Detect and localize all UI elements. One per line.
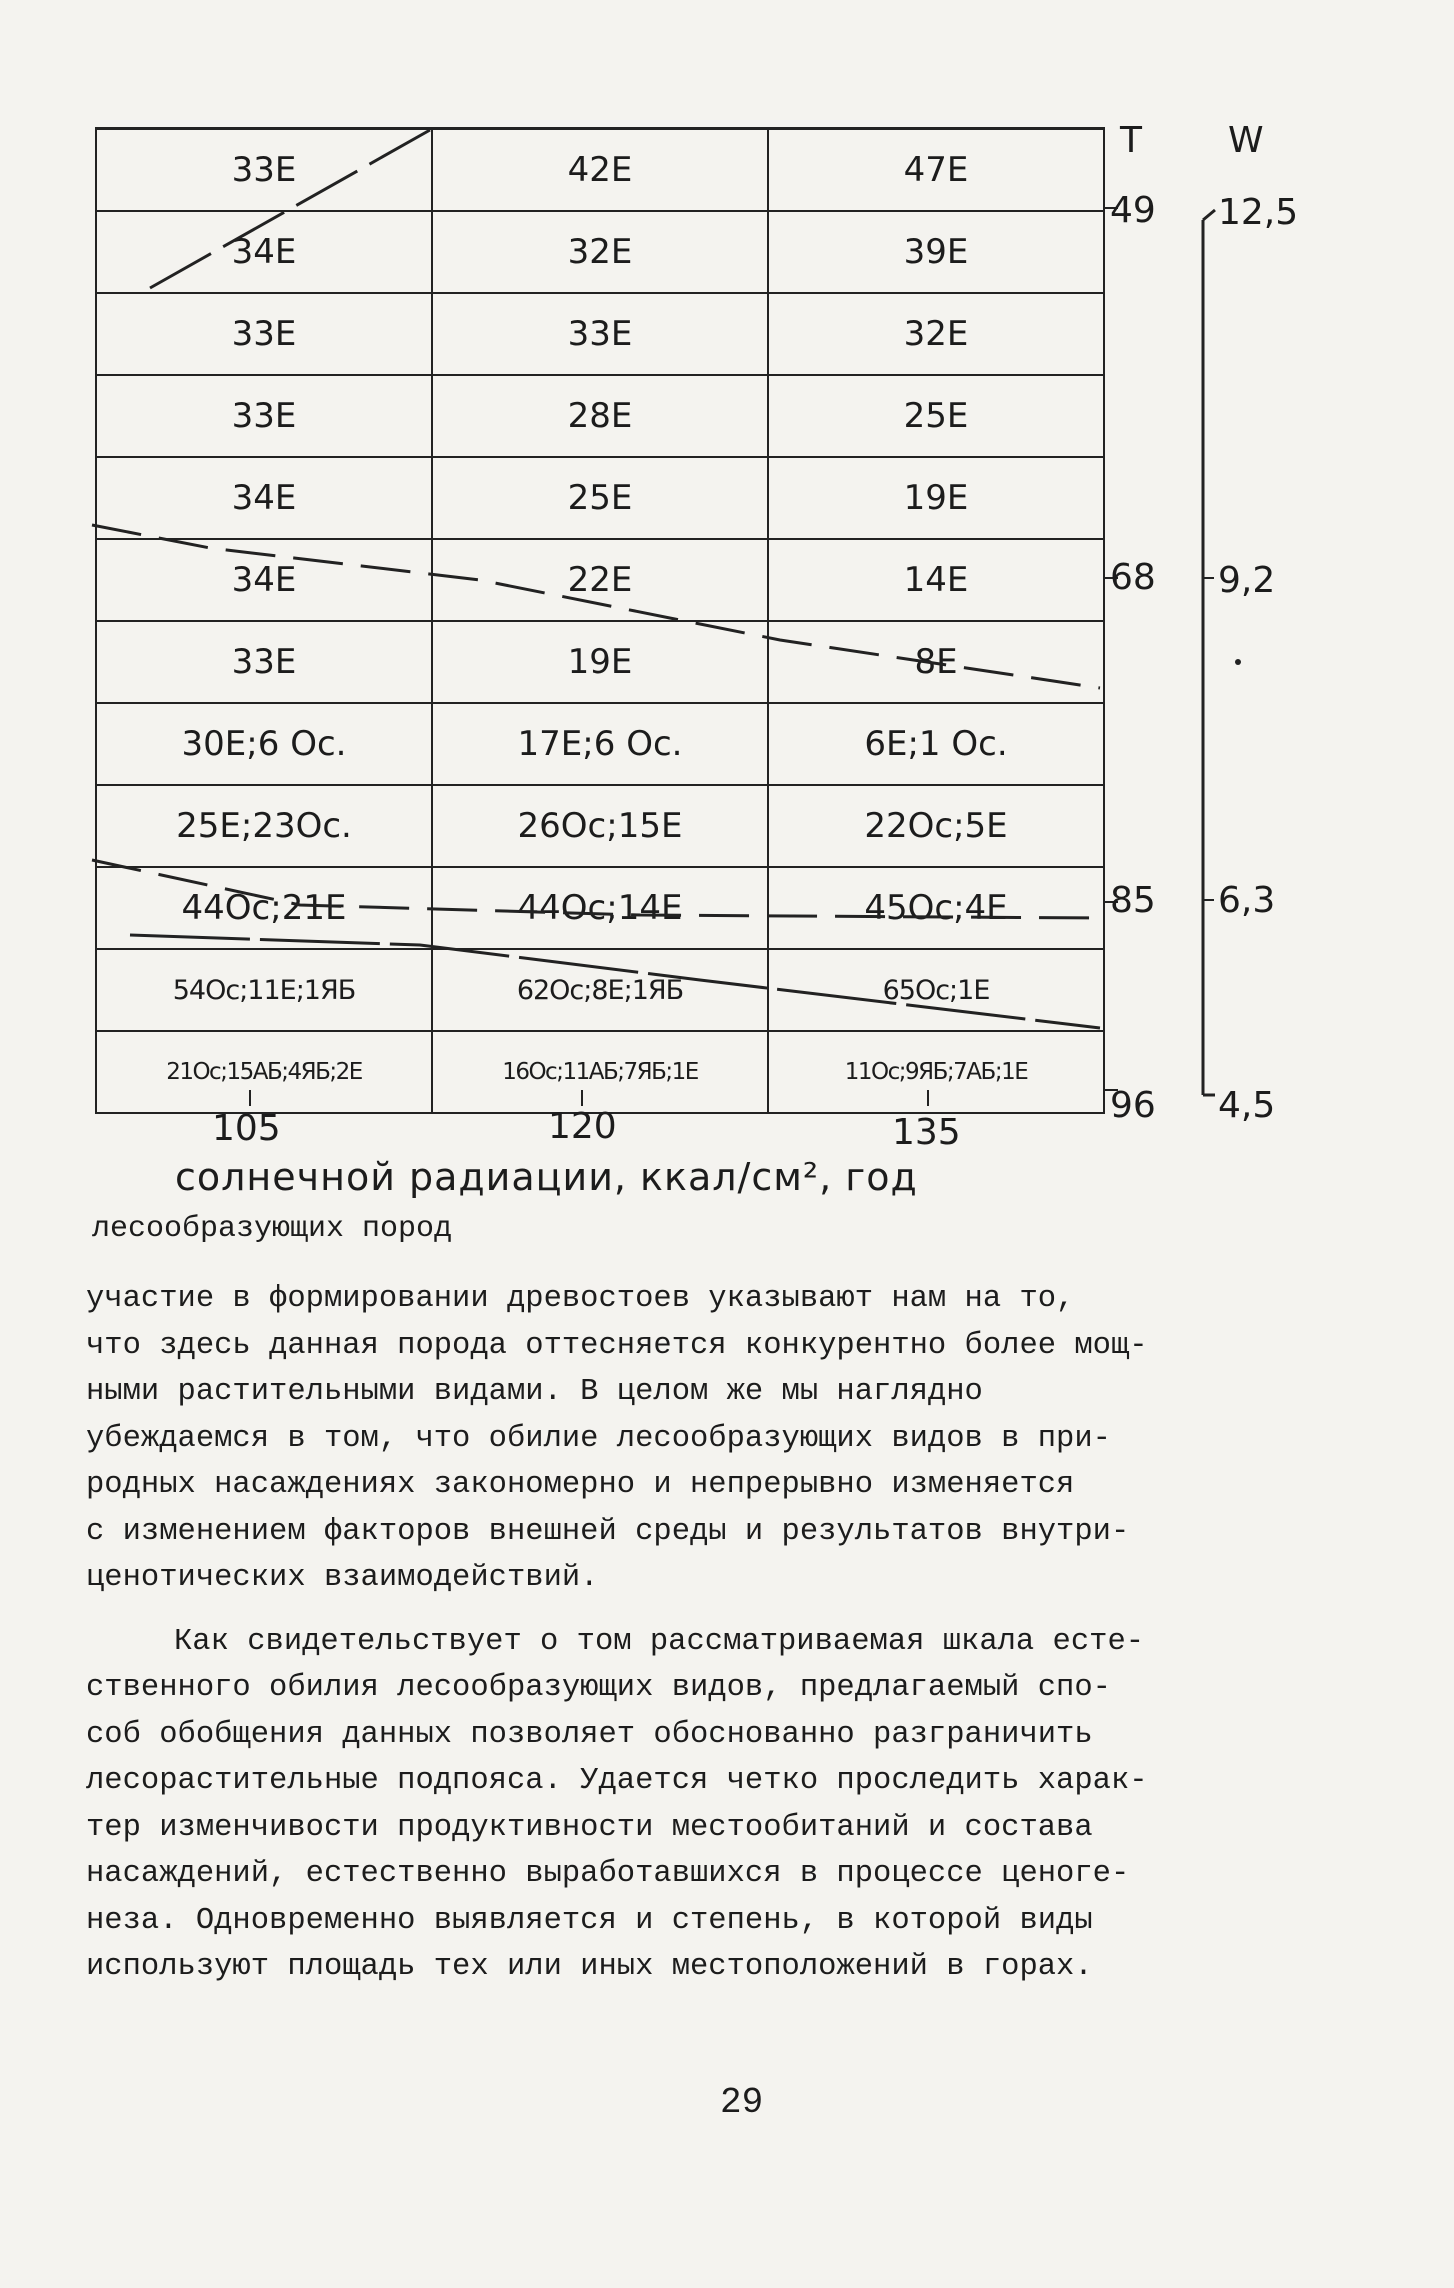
table-cell: 25E bbox=[768, 375, 1104, 457]
text-line: неза. Одновременно выявляется и степень, в которой виды bbox=[86, 1903, 1093, 1938]
dashed-boundary-2 bbox=[92, 525, 1100, 688]
table-cell: 33E bbox=[96, 621, 432, 703]
table-cell: 47E bbox=[768, 129, 1104, 211]
figure-caption-sub: лесообразующих пород bbox=[92, 1212, 453, 1246]
t-value-2: 68 bbox=[1110, 557, 1156, 598]
x-tick-label-1: 105 bbox=[212, 1108, 281, 1149]
table-cell: 45Oc;4E bbox=[768, 867, 1104, 949]
table-cell: 17E;6 Oc. bbox=[432, 703, 768, 785]
table-cell: 14E bbox=[768, 539, 1104, 621]
text-line: убеждаемся в том, что обилие лесообразующих видов в при- bbox=[86, 1421, 1111, 1456]
t-value-4: 96 bbox=[1110, 1085, 1156, 1126]
w-value-2: 9,2 bbox=[1218, 560, 1276, 601]
table-cell: 33E bbox=[96, 293, 432, 375]
text-line: Как свидетельствует о том рассматриваемая шкала есте- bbox=[174, 1624, 1145, 1659]
w-axis-header: W bbox=[1228, 120, 1264, 161]
text-line: насаждений, естественно выработавшихся в процессе ценоге- bbox=[86, 1857, 1130, 1891]
table-cell: 44Oc;21E bbox=[96, 867, 432, 949]
table-cell: 22Oc;5E bbox=[768, 785, 1104, 867]
table-cell: 22E bbox=[432, 539, 768, 621]
page-number: 29 bbox=[720, 2082, 764, 2123]
w-value-3: 6,3 bbox=[1218, 880, 1276, 921]
text-line: ственного обилия лесообразующих видов, предлагаемый спо- bbox=[86, 1671, 1111, 1705]
w-value-4: 4,5 bbox=[1218, 1085, 1276, 1126]
text-line: лесорастительные подпояса. Удается четко проследить харак- bbox=[86, 1764, 1148, 1798]
table-cell: 62Oc;8E;1ЯБ bbox=[432, 949, 768, 1031]
text-line: тер изменчивости продуктивности местообитаний и состава bbox=[86, 1810, 1093, 1845]
text-line: родных насаждениях закономерно и непрерывно изменяется bbox=[86, 1468, 1075, 1502]
table-cell: 33E bbox=[96, 375, 432, 457]
table-cell: 65Oc;1E bbox=[768, 949, 1104, 1031]
x-tick-label-2: 120 bbox=[548, 1106, 617, 1147]
paragraph-1 bbox=[86, 1276, 1406, 1602]
w-value-1: 12,5 bbox=[1218, 192, 1299, 233]
table-cell: 34E bbox=[96, 539, 432, 621]
table-cell: 26Oc;15E bbox=[432, 785, 768, 867]
table-cell: 33E bbox=[432, 293, 768, 375]
table-cell: 19E bbox=[768, 457, 1104, 539]
text-line: участие в формировании древостоев указывают нам на то, bbox=[86, 1282, 1075, 1316]
t-axis-header: T bbox=[1120, 120, 1142, 161]
text-line: используют площадь тех или иных местоположений в горах. bbox=[86, 1950, 1093, 1984]
t-value-3: 85 bbox=[1110, 880, 1156, 921]
body-text bbox=[86, 1276, 1406, 1991]
text-line: соб обобщения данных позволяет обоснованно разграничить bbox=[86, 1717, 1093, 1752]
table-cell: 11Oc;9ЯБ;7AБ;1E bbox=[768, 1031, 1104, 1113]
table-cell: 28E bbox=[432, 375, 768, 457]
text-line: с изменением факторов внешней среды и результатов внутри- bbox=[86, 1514, 1130, 1549]
t-value-1: 49 bbox=[1110, 190, 1156, 231]
dashed-boundary-4 bbox=[130, 935, 1100, 1028]
table-cell: 25E;23Oc. bbox=[96, 785, 432, 867]
text-line: ными растительными видами. В целом же мы наглядно bbox=[86, 1375, 983, 1409]
table-cell: 19E bbox=[432, 621, 768, 703]
paragraph-2 bbox=[86, 1619, 1406, 1991]
table-cell: 34E bbox=[96, 211, 432, 293]
table-cell: 6E;1 Oc. bbox=[768, 703, 1104, 785]
dashed-boundary-3 bbox=[92, 860, 1100, 918]
table-cell: 25E bbox=[432, 457, 768, 539]
table-cell: 16Oc;11AБ;7ЯБ;1E bbox=[432, 1031, 768, 1113]
text-line: ценотических взаимодействий. bbox=[86, 1561, 599, 1595]
table-cell: 8E bbox=[768, 621, 1104, 703]
table-cell: 21Oc;15AБ;4ЯБ;2E bbox=[96, 1031, 432, 1113]
table-cell: 32E bbox=[432, 211, 768, 293]
table-cell: 33E bbox=[96, 129, 432, 211]
table-cell: 30E;6 Oc. bbox=[96, 703, 432, 785]
table-cell: 44Oc;14E bbox=[432, 867, 768, 949]
table-cell: 42E bbox=[432, 129, 768, 211]
figure-caption-main: солнечной радиации, ккал/см², год bbox=[175, 1155, 918, 1199]
table-cell: 32E bbox=[768, 293, 1104, 375]
table-cell: 39E bbox=[768, 211, 1104, 293]
text-line: что здесь данная порода оттесняется конкурентно более мощ- bbox=[86, 1328, 1148, 1363]
x-tick-label-3: 135 bbox=[892, 1112, 961, 1153]
table-cell: 54Oc;11E;1ЯБ bbox=[96, 949, 432, 1031]
dashed-boundary-1 bbox=[150, 130, 430, 288]
table-cell: 34E bbox=[96, 457, 432, 539]
